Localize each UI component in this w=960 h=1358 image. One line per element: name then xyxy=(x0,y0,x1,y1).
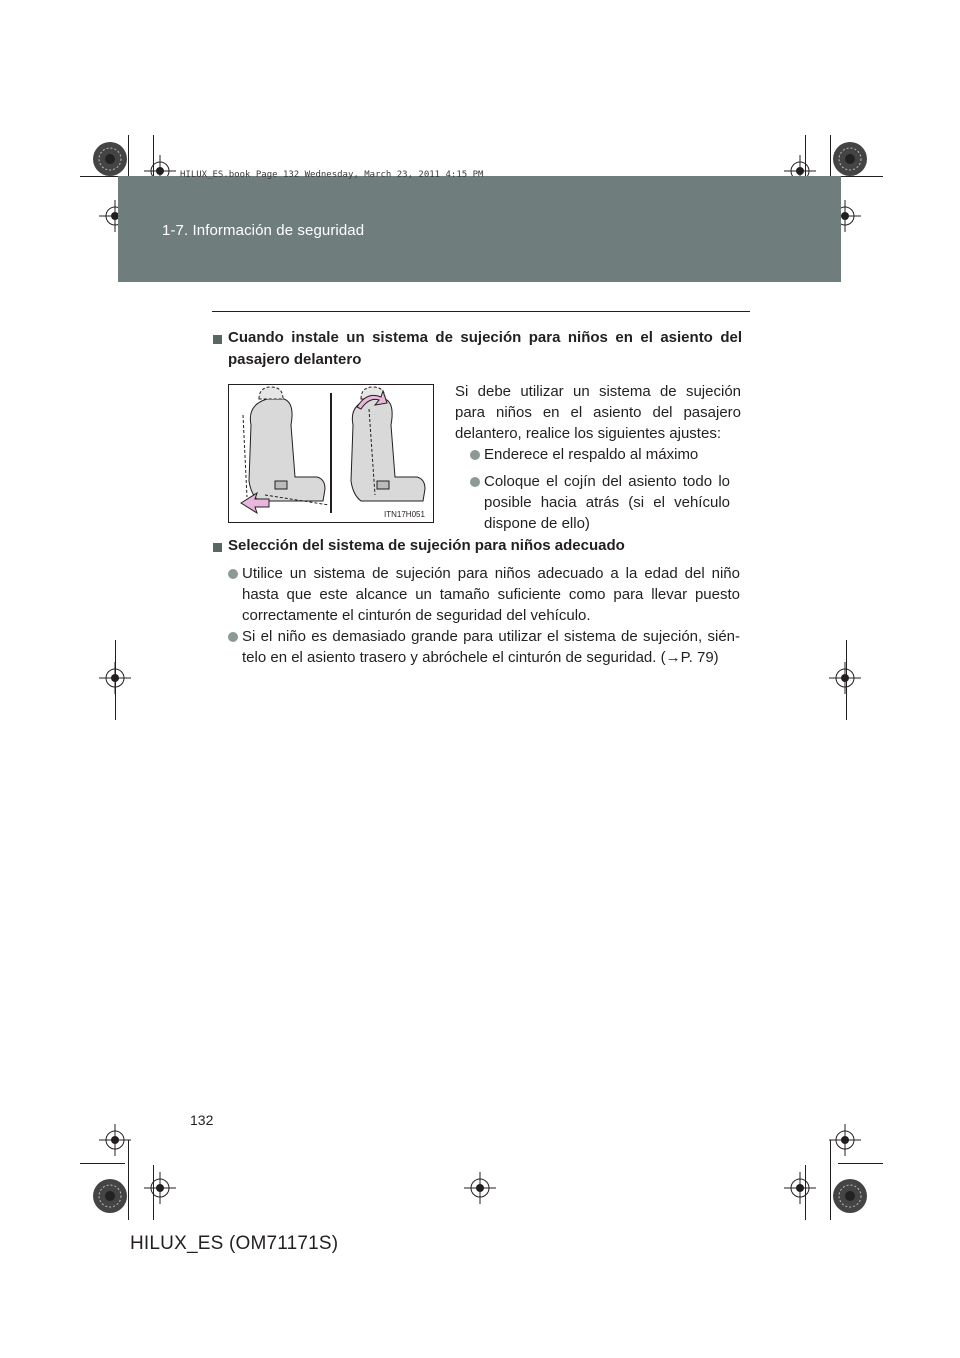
intro-text xyxy=(455,381,741,444)
crop-mark xyxy=(838,1163,883,1164)
crosshair-target-icon xyxy=(464,1172,496,1204)
seat-adjustment-figure xyxy=(228,384,434,523)
crop-mark xyxy=(80,1163,125,1164)
section-title: 1-7. Información de seguridad xyxy=(162,222,365,239)
text-line: Si el niño es demasiado grande para utilizar el sistema de sujeción, sién- xyxy=(242,628,740,645)
bullet-dot-icon xyxy=(228,632,238,642)
print-stamp: HILUX_ES.book Page 132 Wednesday, March 23, 2011 4:15 PM xyxy=(180,170,484,180)
crosshair-target-icon xyxy=(829,662,861,694)
heading-line: pasajero delantero xyxy=(228,351,362,368)
starburst-target-icon xyxy=(832,1178,868,1214)
list-item xyxy=(242,626,740,668)
text-line: dispone de ello) xyxy=(484,515,590,532)
list-item xyxy=(242,563,740,626)
text-line: hasta que este alcance un tamaño suficiente como para llevar puesto xyxy=(242,586,740,603)
list-item: Enderece el respaldo al máximo xyxy=(484,446,699,463)
page-number: 132 xyxy=(190,1112,214,1128)
divider-rule xyxy=(212,311,750,312)
manual-code: HILUX_ES (OM71171S) xyxy=(130,1233,339,1254)
heading-line: Cuando instale un sistema de sujeción para niños en el asiento del xyxy=(228,329,742,346)
heading-bullet-icon xyxy=(213,543,222,552)
figure-code: ITN17H051 xyxy=(384,510,425,519)
starburst-target-icon xyxy=(92,141,128,177)
page-reference-link[interactable]: telo en el asiento trasero y abróchele el cinturón de seguridad. (→P. 79) xyxy=(242,649,719,666)
starburst-target-icon xyxy=(832,141,868,177)
text-line: Si debe utilizar un sistema de sujeción xyxy=(455,383,741,400)
text-line: Coloque el cojín del asiento todo lo xyxy=(484,473,730,490)
text-line: delantero, realice los siguientes ajustes: xyxy=(455,425,721,442)
seat-illustration xyxy=(229,385,433,522)
bullet-dot-icon xyxy=(470,450,480,460)
section1-heading xyxy=(228,327,742,371)
text-line: posible hacia atrás (si el vehículo xyxy=(484,494,730,511)
crosshair-target-icon xyxy=(784,1172,816,1204)
text-line: para niños en el asiento del pasajero xyxy=(455,404,741,421)
heading-bullet-icon xyxy=(213,335,222,344)
crosshair-target-icon xyxy=(144,1172,176,1204)
text-line: correctamente el cinturón de seguridad del vehículo. xyxy=(242,607,591,624)
crosshair-target-icon xyxy=(99,1124,131,1156)
bullet-dot-icon xyxy=(470,477,480,487)
crosshair-target-icon xyxy=(99,662,131,694)
text-line: Utilice un sistema de sujeción para niños adecuado a la edad del niño xyxy=(242,565,740,582)
section2-heading: Selección del sistema de sujeción para niños adecuado xyxy=(228,537,625,554)
list-item xyxy=(484,471,730,534)
bullet-dot-icon xyxy=(228,569,238,579)
starburst-target-icon xyxy=(92,1178,128,1214)
crosshair-target-icon xyxy=(829,1124,861,1156)
